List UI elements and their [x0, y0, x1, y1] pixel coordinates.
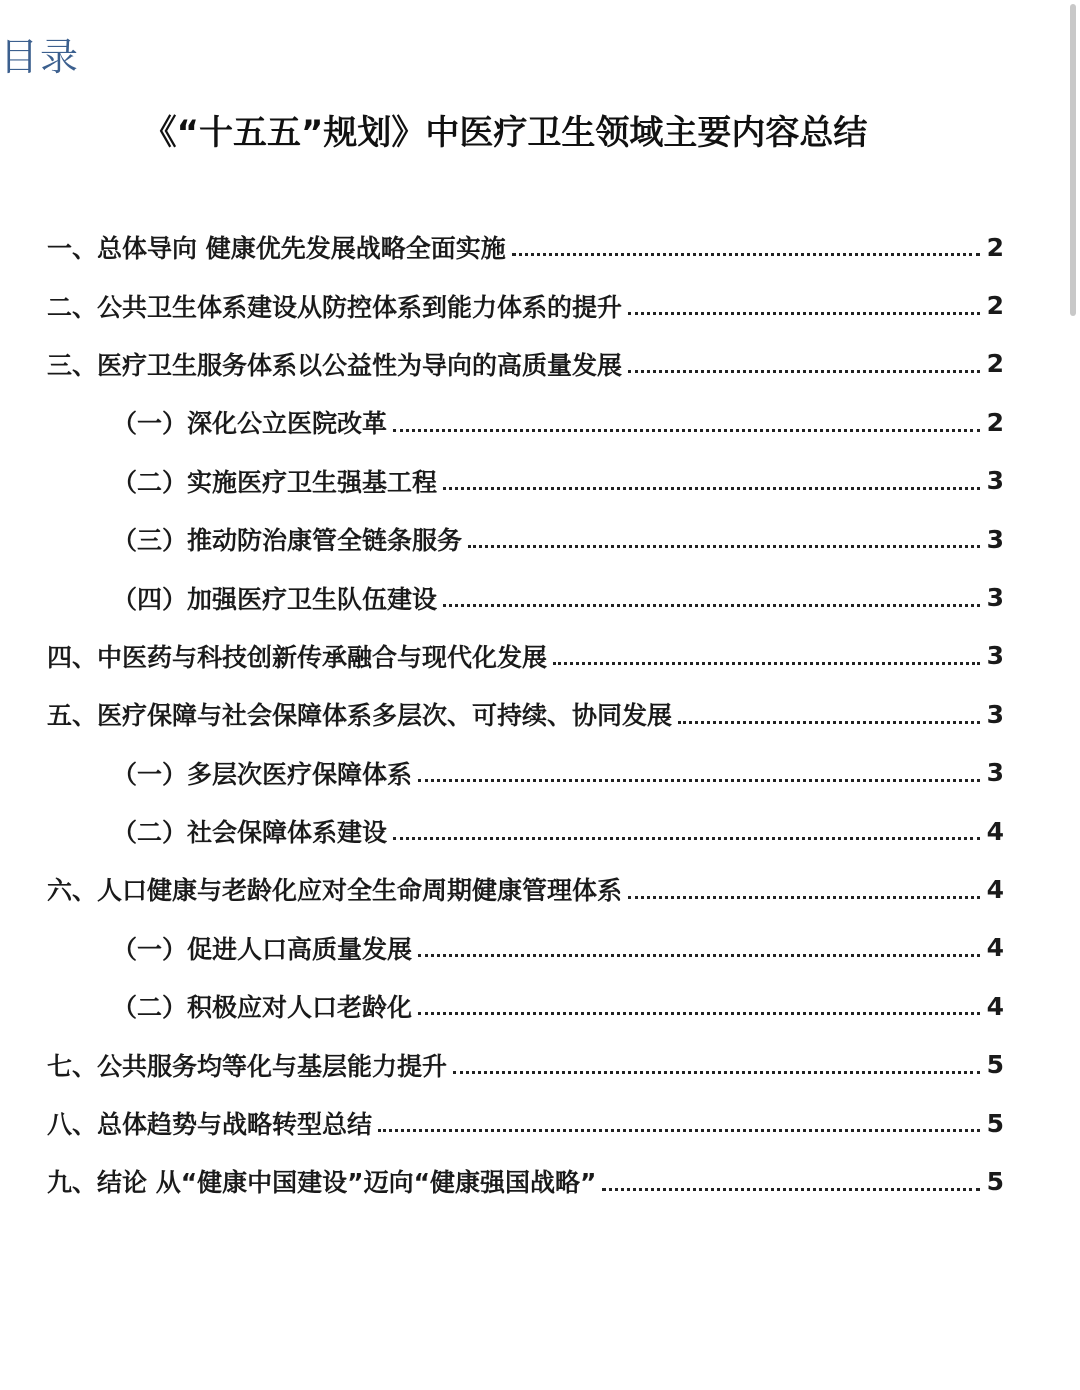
- dot-leader: [443, 604, 980, 607]
- dot-leader: [553, 662, 980, 665]
- toc-page-number: 4: [986, 816, 1004, 846]
- toc-entry-title: （四）加强医疗卫生队伍建设: [112, 584, 438, 614]
- toc-entry[interactable]: [0, 1152, 1004, 1210]
- dot-leader: [418, 779, 980, 782]
- toc-subentry[interactable]: [0, 802, 1004, 860]
- toc-entry-title: 七、公共服务均等化与基层能力提升: [47, 1051, 448, 1081]
- dot-leader: [512, 253, 980, 256]
- toc-entry-title: （三）推动防治康管全链条服务: [112, 526, 463, 556]
- toc-page-number: 4: [986, 991, 1004, 1021]
- dot-leader: [678, 721, 980, 724]
- toc-subentry[interactable]: [0, 977, 1004, 1035]
- toc-entry[interactable]: [0, 627, 1004, 685]
- dot-leader: [443, 487, 980, 490]
- toc-entry[interactable]: [0, 860, 1004, 918]
- toc-entry-title: 五、医疗保障与社会保障体系多层次、可持续、协同发展: [47, 701, 673, 731]
- toc-entry-title: 九、结论 从“健康中国建设”迈向“健康强国战略”: [47, 1168, 597, 1198]
- toc-heading: 目录: [0, 35, 81, 79]
- toc-page-number: 5: [986, 1166, 1004, 1196]
- toc-subentry[interactable]: [0, 393, 1004, 451]
- toc-page-number: 2: [986, 407, 1004, 437]
- dot-leader: [418, 1012, 980, 1015]
- dot-leader: [468, 545, 980, 548]
- dot-leader: [393, 429, 980, 432]
- toc-page-number: 3: [986, 641, 1004, 671]
- dot-leader: [602, 1188, 980, 1191]
- dot-leader: [418, 954, 980, 957]
- toc-page-number: 3: [986, 466, 1004, 496]
- toc-page-number: 3: [986, 524, 1004, 554]
- toc-entry-title: 六、人口健康与老龄化应对全生命周期健康管理体系: [47, 876, 623, 906]
- toc-entry-title: 八、总体趋势与战略转型总结: [47, 1110, 373, 1140]
- toc-page-number: 2: [986, 232, 1004, 262]
- dot-leader: [393, 837, 980, 840]
- toc-entry-title: 四、中医药与科技创新传承融合与现代化发展: [47, 642, 548, 672]
- toc-page-number: 2: [986, 349, 1004, 379]
- toc-entry-title: （二）积极应对人口老龄化: [112, 993, 413, 1023]
- toc-entry[interactable]: [0, 1094, 1004, 1152]
- document-title: 《“十五五”规划》中医疗卫生领域主要内容总结: [142, 113, 868, 153]
- toc-page-number: 4: [986, 874, 1004, 904]
- dot-leader: [628, 312, 980, 315]
- toc-page-number: 5: [986, 1108, 1004, 1138]
- toc-entry[interactable]: [0, 335, 1004, 393]
- table-of-contents: [0, 218, 1004, 1211]
- dot-leader: [453, 1071, 980, 1074]
- toc-entry-title: （一）多层次医疗保障体系: [112, 759, 413, 789]
- toc-entry-title: 一、总体导向 健康优先发展战略全面实施: [47, 234, 506, 264]
- toc-entry[interactable]: [0, 276, 1004, 334]
- dot-leader: [628, 896, 980, 899]
- toc-entry-title: （二）社会保障体系建设: [112, 818, 388, 848]
- toc-entry-title: （二）实施医疗卫生强基工程: [112, 467, 438, 497]
- toc-entry-title: （一）深化公立医院改革: [112, 409, 388, 439]
- toc-page-number: 3: [986, 758, 1004, 788]
- toc-page-number: 3: [986, 699, 1004, 729]
- toc-entry[interactable]: [0, 218, 1004, 276]
- toc-page-number: 4: [986, 933, 1004, 963]
- toc-entry-title: 三、医疗卫生服务体系以公益性为导向的高质量发展: [47, 350, 623, 380]
- toc-entry-title: （一）促进人口高质量发展: [112, 934, 413, 964]
- toc-subentry[interactable]: [0, 568, 1004, 626]
- toc-subentry[interactable]: [0, 510, 1004, 568]
- toc-entry-title: 二、公共卫生体系建设从防控体系到能力体系的提升: [47, 292, 623, 322]
- toc-entry[interactable]: [0, 1035, 1004, 1093]
- dot-leader: [628, 370, 980, 373]
- toc-entry[interactable]: [0, 685, 1004, 743]
- toc-page-number: 5: [986, 1050, 1004, 1080]
- toc-subentry[interactable]: [0, 452, 1004, 510]
- toc-subentry[interactable]: [0, 919, 1004, 977]
- toc-page-number: 3: [986, 583, 1004, 613]
- scrollbar-thumb[interactable]: [1070, 4, 1076, 316]
- dot-leader: [378, 1129, 980, 1132]
- toc-subentry[interactable]: [0, 744, 1004, 802]
- toc-page-number: 2: [986, 291, 1004, 321]
